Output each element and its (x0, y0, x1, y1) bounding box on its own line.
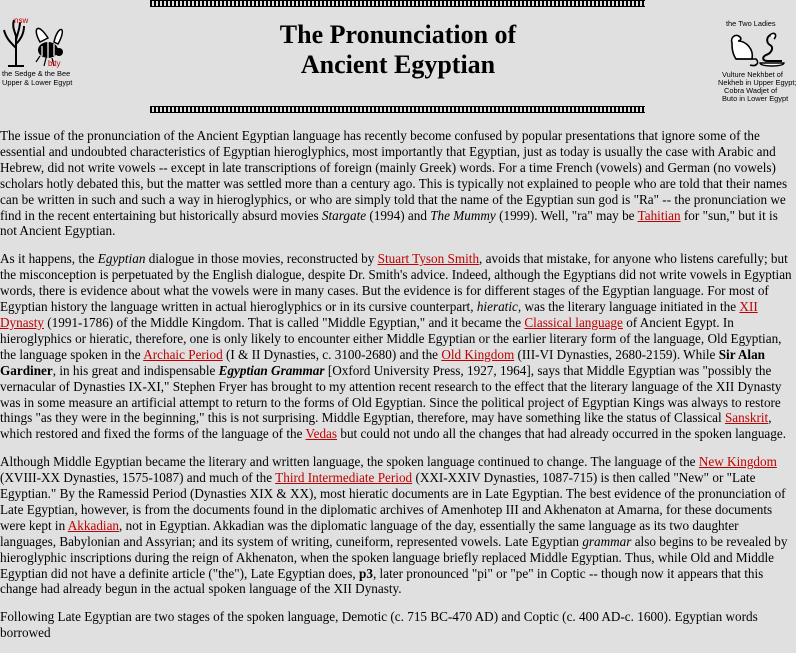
text: Although Middle Egyptian became the literary and written language, the spoken language continued to change. The language of the (0, 454, 699, 470)
movie-title: Stargate (321, 207, 367, 223)
link-old-kingdom[interactable]: Old Kingdom (441, 346, 515, 362)
text: The issue of the pronunciation of the Ancient Egyptian language has recently become confused by popular presentations that ignore some of the essential and undoubted characteristics of Egyptian hieroglyphics, most importantly that Egyptian, just as today is usually the case with Arabic and Hebrew, did not write vowels -- except in late transcriptions of foreign (mainly Greek) words. For a time French (vowels) and German (no vowels) scholars hotly debated this, but the matter was settled more than a century ago. This is typically not explained to people who are told that their names can be written in such and such a way in hieroglyphics, or who are simply told that the name of the Egyptian sun god is "Ra" -- the pronunciation we find in the recent entertaining but historically absurd movies (0, 128, 788, 223)
text: As it happens, the (0, 251, 98, 267)
transliteration: p3 (359, 565, 373, 581)
greek-key-border-bottom (150, 106, 645, 113)
two-ladies-emblem (718, 20, 796, 106)
right-emblem-caption-2: Nekheb in Upper Egypt; (718, 78, 796, 87)
left-emblem-caption-1: the Sedge & the Bee (2, 69, 71, 78)
text: (1991-1786) of the Middle Kingdom. That is called "Middle Egyptian," and it became the (43, 314, 525, 330)
right-emblem-caption-4: Buto in Lower Egypt (722, 94, 789, 103)
bity-label: bity (48, 59, 61, 68)
right-emblem-caption-3: Cobra Wadjet of (724, 86, 778, 95)
text: also begins to be revealed by hieroglyphic inscriptions during the reign of Akhenaton, when the spoken language briefly replaced Middle Egyptian. Thus, while Old and Middle Egyptian did not have a definite article ("the"), Late Egyptian does, (0, 533, 788, 581)
movie-title: The Mummy (430, 207, 496, 223)
link-vedas[interactable]: Vedas (305, 426, 338, 442)
text: [Oxford University Press, 1927, 1964], says that Middle Egyptian was "possibly the vernacular of Dynasties IX-XI," Stephen Fryer has brought to my attention recent research to the effect that the literary language of the XII Dynasty was in some measure an artificial attempt to return to the forms of Old Egyptian. Since the political project of Egyptian Kings was always to restore things "as they were in the beginning," this is not surprising. Middle Egyptian, therefore, may have something like the status of Classical (0, 362, 782, 426)
book-title: Egyptian Grammar (218, 362, 325, 378)
left-emblem-caption-2: Upper & Lower Egypt (2, 78, 73, 87)
text: (1994) and (366, 207, 431, 223)
link-new-kingdom[interactable]: New Kingdom (698, 454, 777, 470)
text: (XVIII-XX Dynasties, 1575-1087) and much of the (0, 470, 276, 486)
paragraph-late-egyptian (0, 454, 796, 597)
page-title-line-1: The Pronunciation of (279, 20, 517, 49)
link-stuart-tyson-smith[interactable]: Stuart Tyson Smith (377, 251, 480, 267)
text: (III-VI Dynasties, 2680-2159). While (514, 346, 719, 362)
two-ladies-heading: the Two Ladies (726, 19, 776, 28)
text: (XXI-XXIV Dynasties, 1087-715) is then called "New" or "Late Egyptian." By the Ramessid Period (Dynasties XIX & XX), most hieratic documents are in Late Egyptian. The best evidence of the pronunciation of Late Egyptian, however, is from the documents found in the diplomatic archives of Amenhotep III and Akhenaton at Amarna, for these documents were kept in (0, 470, 786, 533)
page-title (0, 20, 796, 80)
text: of Ancient Egypt. In hieroglyphics or hieratic, therefore, one is only likely to encounter either Middle Egyptian or the earlier literary form of the language, Old Egyptian, the language spoken in the (0, 314, 782, 362)
link-sanskrit[interactable]: Sanskrit (724, 410, 769, 426)
link-classical-language[interactable]: Classical language (524, 314, 623, 330)
paragraph-middle-egyptian (0, 251, 796, 442)
text: , which restored and fixed the forms of the language of the (0, 410, 772, 442)
nsw-label: nsw (14, 16, 29, 25)
link-akkadian[interactable]: Akkadian (67, 517, 120, 533)
link-xii-dynasty[interactable]: XII Dynasty (0, 299, 758, 330)
greek-key-border-top (150, 0, 645, 7)
text: , later pronounced "pi" or "pe" in Coptic -- though now it appears that this change had already begun in the actual spoken language of the XII Dynasty. (0, 565, 764, 597)
emphasis: hieratic (476, 299, 518, 315)
paragraph-demotic-coptic (0, 609, 796, 641)
text: dialogue in those movies, reconstructed by (145, 251, 378, 267)
page-title-line-2: Ancient Egyptian (300, 50, 496, 79)
emphasis: grammar (582, 533, 632, 549)
link-archaic-period[interactable]: Archaic Period (143, 346, 223, 362)
author-name: Sir Alan Gardiner (0, 346, 766, 378)
emphasis: Egyptian (97, 251, 146, 267)
vulture-and-cobra-icon (726, 29, 786, 69)
text: , in his great and indispensable (52, 362, 219, 378)
link-third-intermediate-period[interactable]: Third Intermediate Period (275, 470, 413, 486)
article-body (0, 128, 796, 653)
text: (1999). Well, "ra" may be (495, 207, 638, 223)
right-emblem-caption-1: Vulture Nekhbet of (722, 70, 783, 79)
text: Following Late Egyptian are two stages of the spoken language, Demotic (c. 715 BC-470 AD) and Coptic (c. 400 AD-c. 1600). Egyptian words borrowed (0, 609, 758, 641)
link-tahitian[interactable]: Tahitian (637, 207, 681, 223)
text: (I & II Dynasties, c. 3100-2680) and the (222, 346, 442, 362)
text: for "sun," but it is not Ancient Egyptian. (0, 207, 778, 239)
text: , avoids that mistake, for anyone who listens carefully; but the misconception is perpetuated by the English dialogue, despite Dr. Smith's advice. Indeed, although the Egyptians did not write vowels in Egyptian words, there is evidence about what the vowels were in many cases. But the evidence is for different stages of the Egyptian language. For most of Egyptian history the language written in actual hieroglyphics or in its cursive counterpart, (0, 251, 792, 315)
text: , was the literary language initiated in the (517, 299, 740, 315)
text: , not in Egyptian. Akkadian was the diplomatic language of the day, essentially the same language as its two daughter languages, Babylonian and Assyrian; and its system of writing, cuneiform, represented vowels. Late Egyptian (0, 517, 739, 549)
paragraph-vowels (0, 128, 796, 239)
text: but could not undo all the changes that had already occurred in the spoken language. (337, 426, 787, 442)
